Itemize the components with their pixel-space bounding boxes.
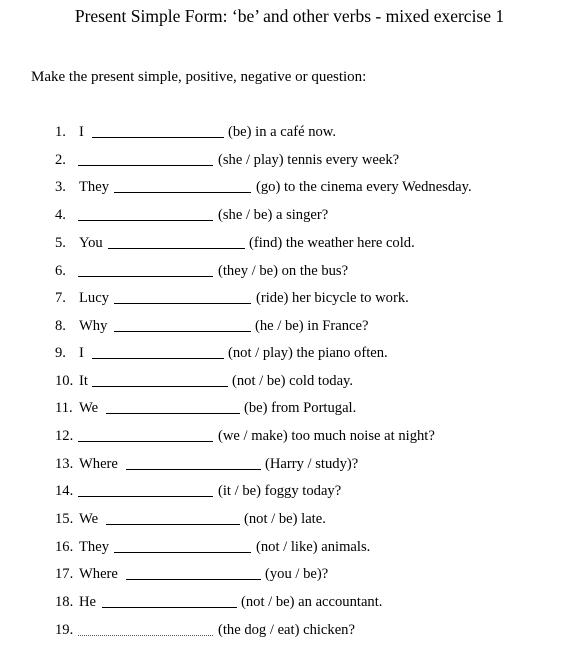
question-subject: He bbox=[79, 594, 97, 610]
question-subject: They bbox=[79, 179, 109, 195]
question-item bbox=[0, 537, 579, 557]
question-item bbox=[0, 564, 579, 584]
question-item bbox=[0, 150, 579, 170]
question-cue: (not / play) the piano often. bbox=[228, 345, 388, 361]
answer-blank[interactable] bbox=[92, 137, 224, 138]
question-item bbox=[0, 454, 579, 474]
question-subject: They bbox=[79, 539, 109, 555]
question-number: 1. bbox=[55, 124, 66, 140]
question-item bbox=[0, 343, 579, 363]
question-cue: (not / like) animals. bbox=[256, 539, 371, 555]
question-number: 5. bbox=[55, 235, 66, 251]
question-subject: We bbox=[79, 511, 99, 527]
question-cue: (Harry / study)? bbox=[265, 456, 359, 472]
answer-blank[interactable] bbox=[106, 524, 240, 525]
question-cue: (not / be) an accountant. bbox=[241, 594, 383, 610]
question-number: 14. bbox=[55, 483, 74, 499]
question-item bbox=[0, 371, 579, 391]
question-number: 9. bbox=[55, 345, 66, 361]
question-item bbox=[0, 233, 579, 253]
question-subject: We bbox=[79, 400, 99, 416]
question-subject: You bbox=[79, 235, 103, 251]
answer-blank[interactable] bbox=[126, 579, 261, 580]
question-cue: (ride) her bicycle to work. bbox=[256, 290, 409, 306]
question-number: 18. bbox=[55, 594, 74, 610]
question-number: 8. bbox=[55, 318, 66, 334]
question-item bbox=[0, 288, 579, 308]
question-cue: (be) from Portugal. bbox=[244, 400, 357, 416]
question-cue: (find) the weather here cold. bbox=[249, 235, 415, 251]
answer-blank[interactable] bbox=[92, 386, 228, 387]
question-item bbox=[0, 592, 579, 612]
answer-blank[interactable] bbox=[114, 552, 251, 553]
answer-blank[interactable] bbox=[92, 358, 224, 359]
answer-blank[interactable] bbox=[78, 441, 213, 442]
question-subject: I bbox=[79, 124, 84, 140]
question-number: 4. bbox=[55, 207, 66, 223]
question-subject: Why bbox=[79, 318, 108, 334]
answer-blank[interactable] bbox=[114, 331, 251, 332]
question-cue: (you / be)? bbox=[265, 566, 329, 582]
question-number: 2. bbox=[55, 152, 66, 168]
question-subject: Where bbox=[79, 456, 118, 472]
question-cue: (he / be) in France? bbox=[255, 318, 369, 334]
question-item bbox=[0, 177, 579, 197]
question-number: 17. bbox=[55, 566, 74, 582]
answer-blank[interactable] bbox=[114, 303, 251, 304]
question-cue: (not / be) cold today. bbox=[232, 373, 354, 389]
question-number: 12. bbox=[55, 428, 74, 444]
question-subject: Lucy bbox=[79, 290, 109, 306]
question-item bbox=[0, 509, 579, 529]
answer-blank[interactable] bbox=[108, 248, 245, 249]
answer-blank[interactable] bbox=[78, 276, 213, 277]
question-number: 15. bbox=[55, 511, 74, 527]
question-item bbox=[0, 122, 579, 142]
answer-blank[interactable] bbox=[78, 635, 213, 636]
question-cue: (be) in a café now. bbox=[228, 124, 337, 140]
question-item bbox=[0, 316, 579, 336]
instructions: Make the present simple, positive, negative or question: bbox=[31, 69, 367, 85]
question-cue: (they / be) on the bus? bbox=[218, 263, 349, 279]
question-item bbox=[0, 261, 579, 281]
question-item bbox=[0, 620, 579, 640]
question-item bbox=[0, 481, 579, 501]
answer-blank[interactable] bbox=[126, 469, 261, 470]
question-cue: (the dog / eat) chicken? bbox=[218, 622, 355, 638]
answer-blank[interactable] bbox=[106, 413, 240, 414]
question-number: 11. bbox=[55, 400, 73, 416]
question-number: 7. bbox=[55, 290, 66, 306]
question-subject: Where bbox=[79, 566, 118, 582]
question-number: 16. bbox=[55, 539, 74, 555]
answer-blank[interactable] bbox=[102, 607, 237, 608]
page-title: Present Simple Form: ‘be’ and other verbs - mixed exercise 1 bbox=[74, 6, 505, 26]
answer-blank[interactable] bbox=[78, 496, 213, 497]
question-number: 3. bbox=[55, 179, 66, 195]
answer-blank[interactable] bbox=[78, 220, 213, 221]
question-item bbox=[0, 205, 579, 225]
question-cue: (not / be) late. bbox=[244, 511, 326, 527]
answer-blank[interactable] bbox=[114, 192, 251, 193]
question-cue: (we / make) too much noise at night? bbox=[218, 428, 435, 444]
question-cue: (she / play) tennis every week? bbox=[218, 152, 400, 168]
question-item bbox=[0, 398, 579, 418]
question-cue: (she / be) a singer? bbox=[218, 207, 329, 223]
question-number: 19. bbox=[55, 622, 74, 638]
question-number: 6. bbox=[55, 263, 66, 279]
question-subject: It bbox=[79, 373, 88, 389]
answer-blank[interactable] bbox=[78, 165, 213, 166]
question-cue: (go) to the cinema every Wednesday. bbox=[256, 179, 472, 195]
question-number: 13. bbox=[55, 456, 74, 472]
question-cue: (it / be) foggy today? bbox=[218, 483, 342, 499]
question-item bbox=[0, 426, 579, 446]
question-subject: I bbox=[79, 345, 84, 361]
question-number: 10. bbox=[55, 373, 74, 389]
